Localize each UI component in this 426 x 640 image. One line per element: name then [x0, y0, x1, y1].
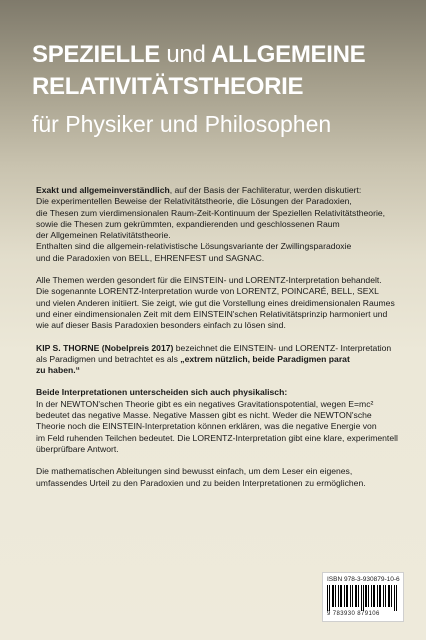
title-block [32, 40, 412, 138]
text-line: Die mathematischen Ableitungen sind bewusst einfach, um dem Leser ein eigenes, [36, 466, 353, 477]
text-line: bedeutet das negative Masse. Negative Massen gibt es nicht. Weder die NEWTON'sche [36, 410, 372, 421]
bold-quote: zu haben.“ [36, 365, 80, 376]
text-line [36, 365, 402, 376]
text-line: im Feld ruhenden Teilchen bedeutet. Die LORENTZ-Interpretation gibt eine klare, experimentell [36, 432, 398, 443]
paragraph-physics [36, 387, 402, 455]
text-line [36, 387, 402, 398]
text-fragment: , auf der Basis der Fachliteratur, werden diskutiert: [169, 185, 362, 195]
text-line: Enthalten sind die allgemein-relativistische Lösungsvariante der Zwillingsparadoxie [36, 241, 352, 252]
bold-phrase: KIP S. THORNE (Nobelpreis 2017) [36, 342, 174, 353]
text-line: Die experimentellen Beweise der Relativitätstheorie, die Lösungen der Paradoxien, [36, 196, 352, 207]
paragraph-closing [36, 466, 402, 489]
bold-heading: Beide Interpretationen unterscheiden sich auch physikalisch: [36, 387, 288, 398]
paragraph-intro [36, 185, 402, 264]
text-line [36, 185, 402, 196]
paragraph-interpretations [36, 275, 402, 331]
text-line: und die Paradoxien von BELL, EHRENFEST und SAGNAC. [36, 252, 265, 263]
paragraph-thorne [36, 343, 402, 377]
title-line-1 [32, 40, 412, 70]
text-line [36, 354, 402, 365]
barcode-digits: 9 783930 879106 [327, 611, 380, 617]
text-line: und einer eindimensionalen Zeit mit dem EINSTEIN'schen Relativitätsprinzip harmoniert und [36, 308, 388, 319]
text-line: überprüfbare Antwort. [36, 443, 119, 454]
text-line [36, 343, 402, 354]
text-line: die Thesen zum vierdimensionalen Raum-Zeit-Kontinuum der Speziellen Relativitätstheorie, [36, 207, 386, 218]
isbn-barcode [322, 572, 404, 622]
text-line: Alle Themen werden gesondert für die EINSTEIN- und LORENTZ-Interpretation behandelt. [36, 275, 382, 286]
title-word-und: und [166, 41, 206, 68]
barcode-icon [327, 585, 399, 611]
text-fragment: als Paradigmen und betrachtet es als [36, 353, 181, 364]
text-line: umfassendes Urteil zu den Paradoxien und zu beiden Interpretationen zu ermöglichen. [36, 477, 366, 488]
subtitle: für Physiker und Philosophen [32, 111, 332, 137]
isbn-number: ISBN 978-3-930879-10-6 [327, 576, 400, 583]
back-cover-text [36, 185, 402, 500]
text-line: Die sogenannte LORENTZ-Interpretation wurde von LORENTZ, POINCARÉ, BELL, SEXL [36, 286, 379, 297]
bold-quote: „extrem nützlich, beide Paradigmen parat [180, 353, 350, 364]
text-fragment: bezeichnet die EINSTEIN- und LORENTZ- Interpretation [173, 342, 392, 353]
title-word-allgemeine: ALLGEMEINE [211, 41, 366, 68]
title-line-2: RELATIVITÄTSTHEORIE [32, 73, 304, 100]
text-line: Theorie noch die EINSTEIN-Interpretation können erklären, was die negative Energie von [36, 421, 377, 432]
text-line: wie auf dieser Basis Paradoxien besonders einfach zu lösen sind. [36, 320, 286, 331]
text-line: sowie die Thesen zum gekrümmten, expandierenden und geschlossenen Raum [36, 218, 340, 229]
title-word-spezielle: SPEZIELLE [32, 41, 160, 68]
text-line: In der NEWTON'schen Theorie gibt es ein negatives Gravitationspotential, wegen E=mc² [36, 398, 374, 409]
text-line: der Allgemeinen Relativitätstheorie. [36, 230, 171, 241]
bold-phrase: Exakt und allgemeinverständlich [36, 185, 170, 195]
text-line: und vielen Anderen initiiert. Sie zeigt, wie gut die Vorstellung eines dreidimensionalen Raumes [36, 297, 395, 308]
